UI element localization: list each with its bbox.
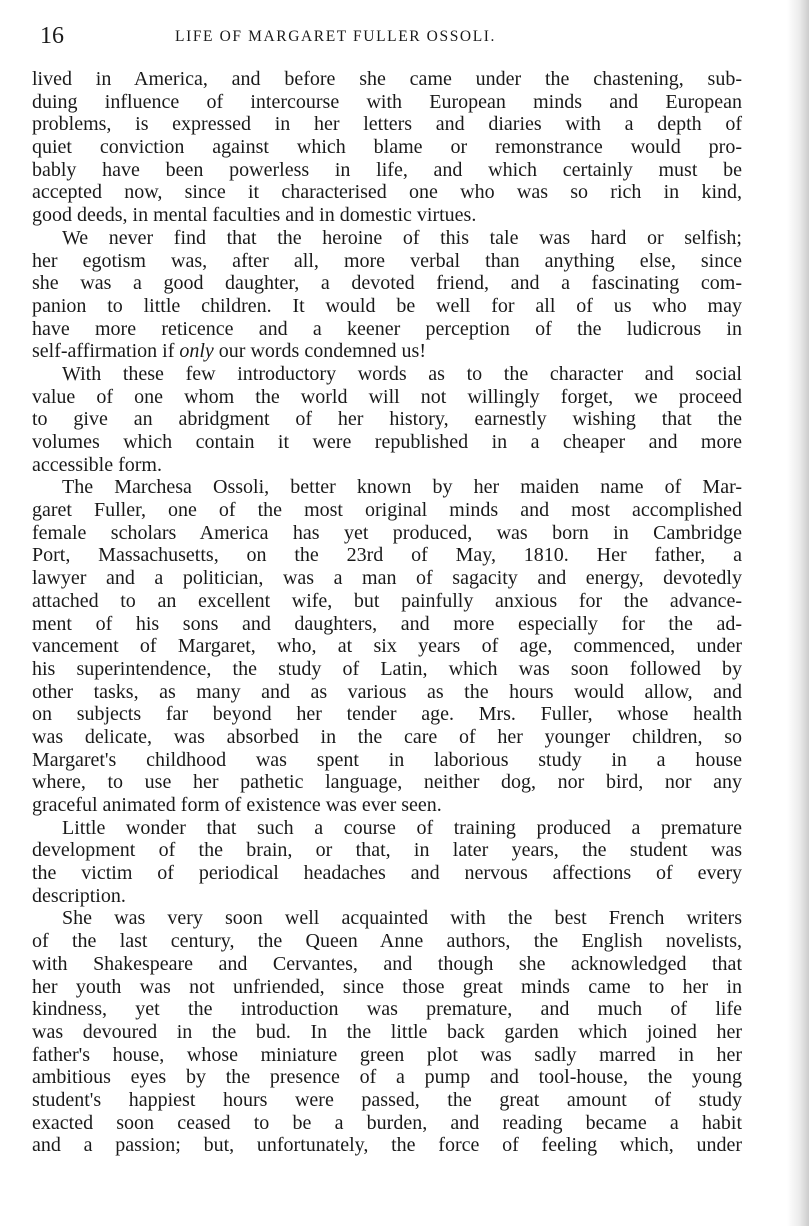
text-line: was delicate, was absorbed in the care of her younger children, so [32,725,742,748]
text-line: bably have been powerless in life, and which certainly must be [32,158,742,181]
text-line: value of one whom the world will not willingly forget, we proceed [32,385,742,408]
text-line: female scholars America has yet produced, was born in Cambridge [32,521,742,544]
text-line: Margaret's childhood was spent in laborious study in a house [32,748,742,771]
text-line: father's house, whose miniature green plot was sadly marred in her [32,1043,742,1066]
text-line: We never find that the heroine of this tale was hard or selfish; [62,226,742,249]
text-line: lived in America, and before she came under the chastening, sub- [32,68,742,90]
text-line: garet Fuller, one of the most original minds and most accomplished [32,499,742,522]
text-line: vancement of Margaret, who, at six years of age, commenced, under [32,635,742,658]
text-line: duing influence of intercourse with European minds and European [32,90,742,113]
page-header [40,20,740,52]
text-line: his superintendence, the study of Latin, which was soon followed by [32,657,742,680]
text-line: student's happiest hours were passed, the great amount of study [32,1088,742,1111]
text-line: have more reticence and a keener perception of the ludicrous in [32,317,742,340]
text-line: accepted now, since it characterised one who was so rich in kind, [32,181,742,204]
text-line: graceful animated form of existence was ever seen. [32,794,442,816]
text-line: problems, is expressed in her letters and diaries with a depth of [32,113,742,136]
text-line: with Shakespeare and Cervantes, and though she acknowledged that [32,952,742,975]
text-line: panion to little children. It would be well for all of us who may [32,294,742,317]
text-line: and a passion; but, unfortunately, the force of feeling which, under [32,1134,742,1157]
text-line: volumes which contain it were republished in a cheaper and more [32,431,742,453]
text-line: the victim of periodical headaches and nervous affections of every [32,862,742,885]
text-line: attached to an excellent wife, but painfully anxious for the advance- [32,589,742,612]
text-line: where, to use her pathetic language, neither dog, nor bird, nor any [32,771,742,794]
text-line: Port, Massachusetts, on the 23rd of May, 1810. Her father, a [32,544,742,567]
text-line: her egotism was, after all, more verbal than anything else, since [32,249,742,272]
text-line: her youth was not unfriended, since those great minds came to her in [32,975,742,998]
text-line: of the last century, the Queen Anne authors, the English novelists, [32,930,742,953]
page-edge-shadow [787,0,809,1226]
page-number: 16 [40,23,64,49]
body-text [32,68,742,1157]
text-line: other tasks, as many and as various as the hours would allow, and [32,680,742,703]
text-line: description. [32,884,126,907]
text-line: She was very soon well acquainted with the best French writers [62,907,742,930]
text-line: exacted soon ceased to be a burden, and reading became a habit [32,1111,742,1134]
text-line: With these few introductory words as to the character and social [62,362,742,385]
text-line: self-affirmation if only our words condemned us! [32,340,426,363]
text-line: was devoured in the bud. In the little back garden which joined her [32,1020,742,1043]
text-line: on subjects far beyond her tender age. Mrs. Fuller, whose health [32,703,742,726]
text-line: quiet conviction against which blame or remonstrance would pro- [32,136,742,159]
text-line: good deeds, in mental faculties and in domestic virtues. [32,204,477,227]
text-line: development of the brain, or that, in later years, the student was [32,839,742,862]
emphasis: only [179,340,214,363]
text-line: The Marchesa Ossoli, better known by her maiden name of Mar- [62,476,742,499]
text-line: Little wonder that such a course of training produced a premature [62,816,742,839]
text-line: accessible form. [32,453,162,476]
text-line: she was a good daughter, a devoted friend, and a fascinating com- [32,272,742,295]
text-line: lawyer and a politician, was a man of sagacity and energy, devotedly [32,567,742,590]
text-line: ment of his sons and daughters, and more especially for the ad- [32,612,742,635]
text-line: to give an abridgment of her history, earnestly wishing that the [32,408,742,431]
text-line: kindness, yet the introduction was premature, and much of life [32,998,742,1021]
running-title: LIFE OF MARGARET FULLER OSSOLI. [175,28,497,45]
text-line: ambitious eyes by the presence of a pump and tool-house, the young [32,1066,742,1089]
